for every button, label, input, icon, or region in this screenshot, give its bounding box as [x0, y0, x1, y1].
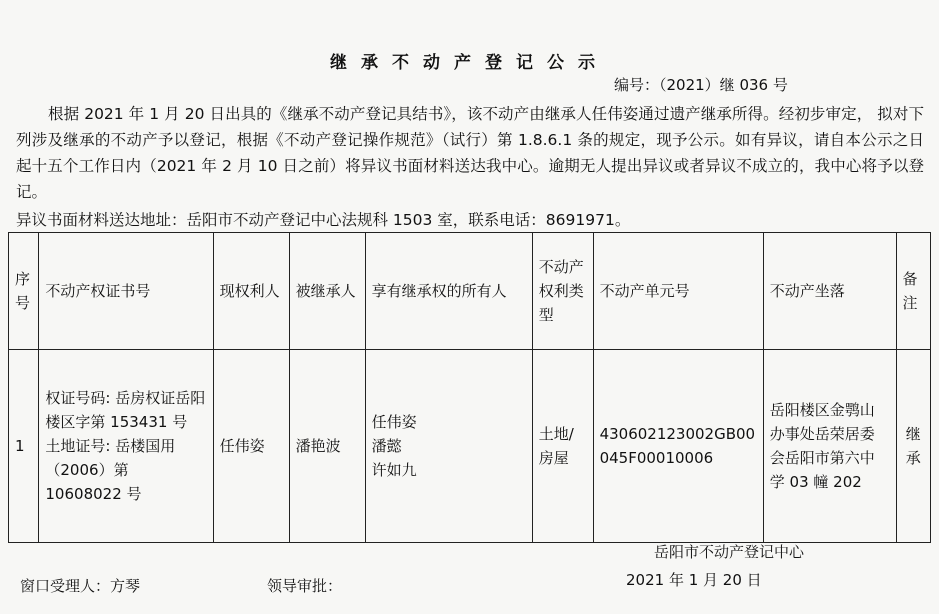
header-owner: 现权利人	[213, 233, 289, 350]
header-seq: 序号	[9, 233, 39, 350]
cell-location: 岳阳楼区金鹗山办事处岳荣居委会岳阳市第六中学 03 幢 202	[763, 350, 896, 543]
cell-owner: 任伟姿	[213, 350, 289, 543]
cell-cert	[39, 350, 213, 543]
notice-title: 继承不动产登记公示	[330, 53, 609, 73]
header-note: 备注	[896, 233, 931, 350]
header-right-type: 不动产权利类型	[532, 233, 593, 350]
header-heirs: 享有继承权的所有人	[365, 233, 532, 350]
cell-seq: 1	[9, 350, 39, 543]
heir-name: 许如九	[371, 461, 417, 479]
window-receiver: 窗口受理人：方琴	[20, 577, 141, 595]
cell-deceased: 潘艳波	[289, 350, 365, 543]
leader-approval: 领导审批：	[267, 577, 343, 595]
cell-heirs	[365, 350, 532, 543]
cell-unit-no: 430602123002GB00045F00010006	[593, 350, 763, 543]
land-cert-number: 土地证号: 岳楼国用（2006）第 10608022 号	[45, 437, 176, 503]
header-cert: 不动产权证书号	[39, 233, 213, 350]
issue-date: 2021 年 1 月 20 日	[626, 571, 762, 589]
notice-paragraph: 根据 2021 年 1 月 20 日出具的《继承不动产登记具结书》，该不动产由继承人任伟姿通过遗产继承所得。经初步审定， 拟对下列涉及继承的不动产予以登记，根据《不动产登记操作规范》（试行）第 1.8.6.1 条的规定，现予公示。如有异议，请自本公示之日起十五个工作日内（2021 年 2 月 10 日之前）将异议书面材料送达我中心。逾期无人提出异议或者异议不成立的，我中心将予以登记。	[16, 105, 924, 201]
heir-name: 任伟姿	[371, 413, 417, 431]
table-header-row	[9, 233, 931, 350]
objection-address: 异议书面材料送达地址：岳阳市不动产登记中心法规科 1503 室，联系电话：8691971。	[16, 211, 631, 229]
cell-right-type: 土地/房屋	[532, 350, 593, 543]
table-row	[9, 350, 931, 543]
header-location: 不动产坐落	[763, 233, 896, 350]
cert-number: 权证号码: 岳房权证岳阳楼区字第 153431 号	[45, 389, 206, 431]
heir-name: 潘懿	[371, 437, 402, 455]
issuing-organization: 岳阳市不动产登记中心	[654, 543, 805, 561]
cell-note: 继承	[896, 350, 931, 543]
registration-table	[8, 232, 931, 543]
header-unit-no: 不动产单元号	[593, 233, 763, 350]
document-number: 编号：（2021）继 036 号	[614, 76, 788, 94]
header-deceased: 被继承人	[289, 233, 365, 350]
